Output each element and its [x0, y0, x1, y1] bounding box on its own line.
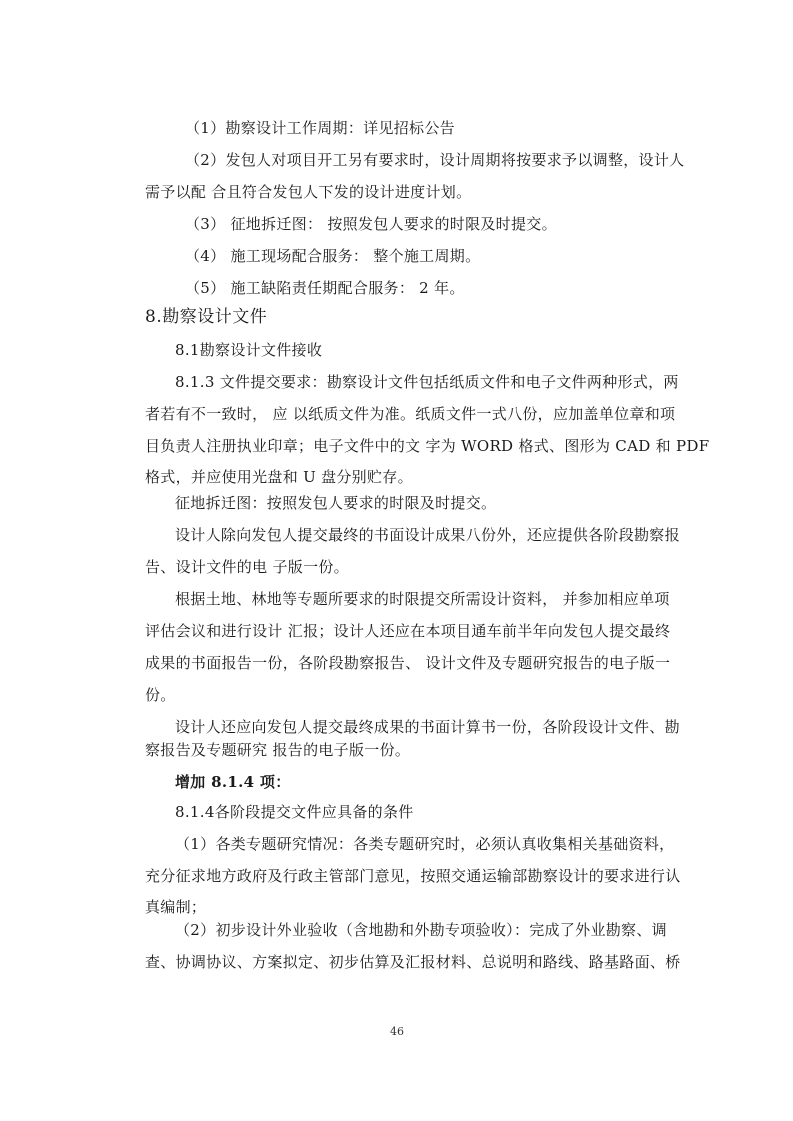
text-line: 设计人除向发包人提交最终的书面设计成果八份外，还应提供各阶段勘察报	[175, 526, 680, 544]
text-line: （5） 施工缺陷责任期配合服务： 2 年。	[185, 279, 465, 297]
text-line: 份。	[145, 686, 176, 704]
text-line: 评估会议和进行设计 汇报；设计人还应在本项目通车前半年向发包人提交最终	[145, 622, 671, 640]
subsection-heading: 8.1勘察设计文件接收	[175, 341, 323, 359]
subsection-heading: 8.1.4各阶段提交文件应具备的条件	[175, 803, 414, 821]
text-line: 目负责人注册执业印章；电子文件中的文 字为 WORD 格式、图形为 CAD 和 PDF	[145, 437, 710, 455]
text-line: 察报告及专题研究 报告的电子版一份。	[145, 741, 411, 759]
text-line: （2）发包人对项目开工另有要求时，设计周期将按要求予以调整，设计人	[185, 151, 685, 169]
text-line: （1）勘察设计工作周期：详见招标公告	[185, 119, 455, 137]
text-line: 者若有不一致时， 应 以纸质文件为准。纸质文件一式八份，应加盖单位章和项	[145, 405, 676, 423]
text-line: （1）各类专题研究情况：各类专题研究时，必须认真收集相关基础资料，	[175, 835, 675, 853]
text-line: 成果的书面报告一份，各阶段勘察报告、 设计文件及专题研究报告的电子版一	[145, 654, 671, 672]
text-line: （4） 施工现场配合服务： 整个施工周期。	[185, 247, 481, 265]
bold-heading: 增加 8.1.4 项：	[175, 773, 291, 791]
text-line: 8.1.3 文件提交要求：勘察设计文件包括纸质文件和电子文件两种形式，两	[175, 373, 679, 391]
text-line: 需予以配 合且符合发包人下发的设计进度计划。	[145, 183, 472, 201]
section-heading: 8.勘察设计文件	[145, 307, 268, 327]
text-line: 真编制；	[145, 898, 207, 916]
text-line: （2）初步设计外业验收（含地勘和外勘专项验收）：完成了外业勘察、调	[175, 921, 667, 939]
text-line: 根据土地、林地等专题所要求的时限提交所需设计资料， 并参加相应单项	[175, 590, 670, 608]
page-number: 46	[390, 1025, 404, 1038]
text-line: 充分征求地方政府及行政主管部门意见，按照交通运输部勘察设计的要求进行认	[145, 867, 681, 885]
text-line: （3） 征地拆迁图： 按照发包人要求的时限及时提交。	[185, 215, 557, 233]
text-line: 查、协调协议、方案拟定、初步估算及汇报材料、总说明和路线、路基路面、桥	[145, 953, 681, 971]
text-line: 格式，并应使用光盘和 U 盘分别贮存。	[145, 468, 413, 486]
text-line: 设计人还应向发包人提交最终成果的书面计算书一份，各阶段设计文件、勘	[175, 718, 680, 736]
text-line: 告、设计文件的电 子版一份。	[145, 558, 349, 576]
text-line: 征地拆迁图：按照发包人要求的时限及时提交。	[175, 494, 497, 512]
